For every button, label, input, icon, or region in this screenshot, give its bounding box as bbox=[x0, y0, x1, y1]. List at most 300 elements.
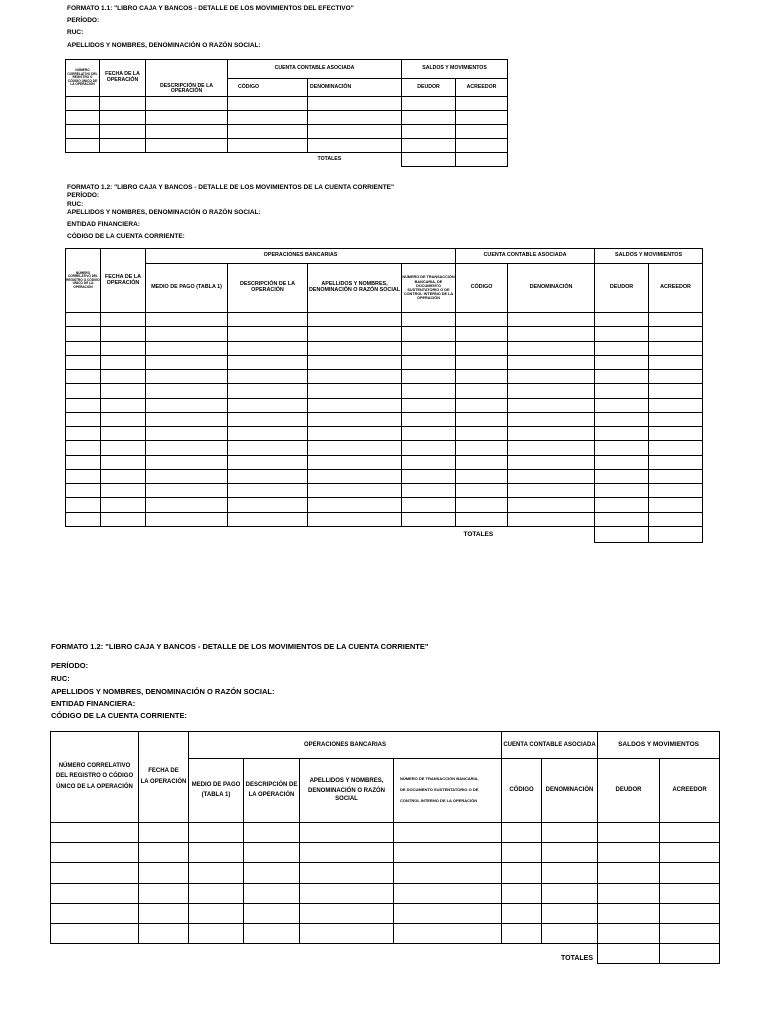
table-cell bbox=[502, 823, 542, 843]
table-row bbox=[66, 370, 703, 384]
table-cell bbox=[146, 370, 228, 384]
table-cell bbox=[394, 843, 502, 863]
table-cell bbox=[101, 484, 146, 498]
table-cell bbox=[66, 484, 101, 498]
formato2-col-denominacion: DENOMINACIÓN bbox=[508, 264, 595, 313]
formato2-group-operaciones: OPERACIONES BANCARIAS bbox=[146, 249, 456, 264]
formato2-table bbox=[65, 248, 703, 543]
formato2-ruc-label: RUC: bbox=[67, 201, 84, 208]
formato3-group-saldos: SALDOS Y MOVIMIENTOS bbox=[598, 732, 720, 759]
table-cell bbox=[394, 903, 502, 923]
table-cell bbox=[51, 823, 139, 843]
table-cell bbox=[244, 863, 300, 883]
table-cell bbox=[146, 427, 228, 441]
table-cell bbox=[101, 455, 146, 469]
table-cell bbox=[66, 125, 100, 139]
table-cell bbox=[228, 484, 308, 498]
table-cell bbox=[66, 469, 101, 483]
table-cell bbox=[502, 883, 542, 903]
table-cell bbox=[300, 903, 394, 923]
formato1-ruc-label: RUC: bbox=[67, 29, 84, 36]
table-cell bbox=[649, 441, 703, 455]
table-cell bbox=[649, 313, 703, 327]
formato3-total-acreedor bbox=[660, 944, 720, 964]
table-cell bbox=[595, 370, 649, 384]
table-cell bbox=[595, 469, 649, 483]
table-cell bbox=[502, 863, 542, 883]
table-cell bbox=[649, 498, 703, 512]
table-cell bbox=[402, 455, 456, 469]
table-cell bbox=[100, 111, 146, 125]
table-cell bbox=[100, 97, 146, 111]
table-cell bbox=[456, 441, 508, 455]
table-cell bbox=[402, 313, 456, 327]
formato2-col-acreedor: ACREEDOR bbox=[649, 264, 703, 313]
table-cell bbox=[595, 455, 649, 469]
table-cell bbox=[402, 355, 456, 369]
table-cell bbox=[508, 398, 595, 412]
formato3-col-medio bbox=[189, 759, 244, 823]
table-row bbox=[51, 883, 720, 903]
table-cell bbox=[402, 97, 456, 111]
table-cell bbox=[139, 903, 189, 923]
table-row bbox=[51, 923, 720, 943]
table-cell bbox=[308, 327, 402, 341]
table-cell bbox=[598, 923, 660, 943]
table-cell bbox=[660, 903, 720, 923]
table-cell bbox=[66, 498, 101, 512]
table-cell bbox=[101, 512, 146, 526]
table-cell bbox=[508, 313, 595, 327]
table-row bbox=[66, 512, 703, 526]
table-cell bbox=[228, 441, 308, 455]
table-cell bbox=[146, 111, 228, 125]
table-cell bbox=[101, 398, 146, 412]
table-cell bbox=[146, 341, 228, 355]
table-cell bbox=[308, 139, 402, 153]
table-cell bbox=[402, 498, 456, 512]
table-cell bbox=[228, 370, 308, 384]
formato3-col-deudor: DEUDOR bbox=[598, 759, 660, 823]
table-cell bbox=[308, 125, 402, 139]
table-cell bbox=[402, 370, 456, 384]
formato3-col-transaccion-line3: CONTROL INTERNO DE LA OPERACIÓN bbox=[400, 797, 478, 803]
table-cell bbox=[146, 441, 228, 455]
formato3-col-fecha-line1: FECHA DE bbox=[148, 768, 179, 775]
table-cell bbox=[146, 412, 228, 426]
formato3-col-fecha-line2: LA OPERACIÓN bbox=[140, 778, 187, 785]
table-row bbox=[51, 903, 720, 923]
table-row bbox=[66, 355, 703, 369]
table-cell bbox=[308, 484, 402, 498]
table-cell bbox=[456, 412, 508, 426]
table-cell bbox=[66, 341, 101, 355]
table-row bbox=[66, 498, 703, 512]
table-cell bbox=[595, 341, 649, 355]
formato1-group-saldos: SALDOS Y MOVIMIENTOS bbox=[402, 60, 508, 79]
formato1-total-acreedor bbox=[456, 153, 508, 167]
formato3-col-medio-line2: (TABLA 1) bbox=[201, 792, 231, 798]
formato2-title: FORMATO 1.2: "LIBRO CAJA Y BANCOS - DETALLE DE LOS MOVIMIENTOS DE LA CUENTA CORRIENTE" bbox=[67, 184, 395, 191]
table-cell bbox=[189, 903, 244, 923]
table-cell bbox=[598, 883, 660, 903]
table-cell bbox=[66, 355, 101, 369]
table-cell bbox=[456, 455, 508, 469]
table-cell bbox=[66, 441, 101, 455]
table-cell bbox=[595, 384, 649, 398]
table-cell bbox=[508, 355, 595, 369]
table-cell bbox=[402, 398, 456, 412]
table-cell bbox=[101, 498, 146, 512]
table-row bbox=[66, 427, 703, 441]
table-cell bbox=[51, 863, 139, 883]
formato2-col-medio: MEDIO DE PAGO (TABLA 1) bbox=[146, 264, 228, 313]
table-cell bbox=[308, 313, 402, 327]
table-cell bbox=[649, 412, 703, 426]
table-cell bbox=[456, 327, 508, 341]
formato2-group-saldos: SALDOS Y MOVIMIENTOS bbox=[595, 249, 703, 264]
table-cell bbox=[542, 863, 598, 883]
table-cell bbox=[456, 427, 508, 441]
table-cell bbox=[456, 469, 508, 483]
table-cell bbox=[402, 327, 456, 341]
table-cell bbox=[228, 341, 308, 355]
table-cell bbox=[308, 498, 402, 512]
table-cell bbox=[228, 111, 308, 125]
table-cell bbox=[101, 313, 146, 327]
formato3-col-fecha bbox=[139, 732, 189, 823]
formato2-codigo-cuenta-label: CÓDIGO DE LA CUENTA CORRIENTE: bbox=[67, 233, 185, 240]
table-cell bbox=[456, 398, 508, 412]
formato2-col-fecha: FECHA DE LA OPERACIÓN bbox=[101, 249, 146, 313]
table-cell bbox=[308, 355, 402, 369]
formato2-col-apellidos: APELLIDOS Y NOMBRES, DENOMINACIÓN O RAZÓN SOCIAL bbox=[308, 264, 402, 313]
formato3-col-apellidos-line2: DENOMINACIÓN O RAZÓN SOCIAL bbox=[308, 788, 385, 802]
table-row bbox=[66, 455, 703, 469]
table-cell bbox=[146, 498, 228, 512]
formato2-periodo-label: PERÍODO: bbox=[67, 192, 100, 199]
table-cell bbox=[101, 355, 146, 369]
table-cell bbox=[649, 455, 703, 469]
formato3-col-apellidos-line1: APELLIDOS Y NOMBRES, bbox=[309, 778, 384, 785]
table-cell bbox=[228, 97, 308, 111]
table-row bbox=[66, 327, 703, 341]
table-cell bbox=[228, 313, 308, 327]
formato2-entidad-label: ENTIDAD FINANCIERA: bbox=[67, 221, 140, 228]
formato1-total-deudor bbox=[402, 153, 456, 167]
table-cell bbox=[595, 512, 649, 526]
table-cell bbox=[542, 903, 598, 923]
table-cell bbox=[649, 484, 703, 498]
table-cell bbox=[66, 427, 101, 441]
table-cell bbox=[456, 341, 508, 355]
table-cell bbox=[542, 823, 598, 843]
table-cell bbox=[66, 455, 101, 469]
formato1-col-descripcion: DESCRIPCIÓN DE LA OPERACIÓN bbox=[146, 60, 228, 97]
formato2-body bbox=[66, 313, 703, 527]
formato3-body bbox=[51, 823, 720, 944]
table-cell bbox=[508, 427, 595, 441]
formato1-col-fecha: FECHA DE LA OPERACIÓN bbox=[100, 60, 146, 97]
table-cell bbox=[228, 139, 308, 153]
formato3-periodo-label: PERÍODO: bbox=[51, 661, 89, 670]
table-cell bbox=[402, 139, 456, 153]
table-cell bbox=[101, 384, 146, 398]
table-cell bbox=[51, 903, 139, 923]
table-cell bbox=[101, 441, 146, 455]
table-cell bbox=[508, 455, 595, 469]
table-cell bbox=[66, 97, 100, 111]
table-row bbox=[66, 484, 703, 498]
formato3-group-operaciones: OPERACIONES BANCARIAS bbox=[189, 732, 502, 759]
table-cell bbox=[300, 863, 394, 883]
table-cell bbox=[456, 484, 508, 498]
table-cell bbox=[228, 125, 308, 139]
formato1-col-deudor: DEUDOR bbox=[402, 79, 456, 97]
table-cell bbox=[300, 923, 394, 943]
table-cell bbox=[508, 498, 595, 512]
table-cell bbox=[101, 341, 146, 355]
table-cell bbox=[394, 923, 502, 943]
formato1-apellidos-label: APELLIDOS Y NOMBRES, DENOMINACIÓN O RAZÓN SOCIAL: bbox=[67, 42, 261, 49]
formato3-col-descripcion-line2: LA OPERACIÓN bbox=[248, 792, 295, 798]
formato3-table bbox=[50, 731, 720, 964]
formato2-totales-label: TOTALES bbox=[463, 531, 494, 539]
table-cell bbox=[146, 139, 228, 153]
formato3-totales-label: TOTALES bbox=[560, 954, 594, 962]
table-cell bbox=[66, 139, 100, 153]
table-cell bbox=[139, 863, 189, 883]
table-cell bbox=[542, 923, 598, 943]
table-cell bbox=[456, 384, 508, 398]
table-cell bbox=[244, 883, 300, 903]
table-cell bbox=[660, 843, 720, 863]
formato3-col-acreedor: ACREEDOR bbox=[660, 759, 720, 823]
formato3-col-apellidos bbox=[300, 759, 394, 823]
table-cell bbox=[595, 441, 649, 455]
formato1-col-codigo: CÓDIGO bbox=[228, 79, 308, 97]
formato3-col-transaccion-line2: DE DOCUMENTO SUSTENTATORIO O DE bbox=[400, 787, 479, 793]
table-cell bbox=[100, 139, 146, 153]
table-cell bbox=[508, 484, 595, 498]
table-cell bbox=[502, 843, 542, 863]
table-row bbox=[66, 412, 703, 426]
table-cell bbox=[308, 512, 402, 526]
table-row bbox=[66, 469, 703, 483]
table-cell bbox=[595, 355, 649, 369]
formato1-group-cuenta: CUENTA CONTABLE ASOCIADA bbox=[228, 60, 402, 79]
table-cell bbox=[508, 370, 595, 384]
table-row bbox=[66, 384, 703, 398]
table-cell bbox=[228, 427, 308, 441]
table-cell bbox=[456, 111, 508, 125]
table-cell bbox=[308, 384, 402, 398]
table-cell bbox=[394, 863, 502, 883]
table-cell bbox=[595, 427, 649, 441]
table-cell bbox=[51, 843, 139, 863]
table-cell bbox=[502, 903, 542, 923]
table-cell bbox=[189, 823, 244, 843]
table-cell bbox=[508, 341, 595, 355]
table-cell bbox=[146, 384, 228, 398]
table-cell bbox=[228, 469, 308, 483]
table-cell bbox=[300, 843, 394, 863]
table-cell bbox=[66, 412, 101, 426]
formato3-col-transaccion-line1: NÚMERO DE TRANSACCIÓN BANCARIA, bbox=[400, 776, 479, 782]
table-cell bbox=[66, 398, 101, 412]
formato3-total-deudor bbox=[598, 944, 660, 964]
formato1-title: FORMATO 1.1: "LIBRO CAJA Y BANCOS - DETALLE DE LOS MOVIMIENTOS DEL EFECTIVO" bbox=[67, 5, 354, 12]
table-row bbox=[66, 441, 703, 455]
table-cell bbox=[146, 512, 228, 526]
table-cell bbox=[244, 843, 300, 863]
table-cell bbox=[394, 883, 502, 903]
table-row bbox=[66, 341, 703, 355]
table-cell bbox=[542, 843, 598, 863]
table-cell bbox=[508, 384, 595, 398]
table-cell bbox=[308, 469, 402, 483]
table-cell bbox=[101, 370, 146, 384]
table-cell bbox=[189, 843, 244, 863]
table-cell bbox=[402, 427, 456, 441]
formato2-total-acreedor bbox=[649, 526, 703, 542]
table-cell bbox=[51, 883, 139, 903]
table-cell bbox=[139, 843, 189, 863]
formato2-col-deudor: DEUDOR bbox=[595, 264, 649, 313]
table-cell bbox=[402, 469, 456, 483]
table-row bbox=[51, 863, 720, 883]
table-cell bbox=[402, 341, 456, 355]
formato1-table bbox=[65, 59, 508, 167]
table-row bbox=[51, 843, 720, 863]
table-cell bbox=[146, 97, 228, 111]
table-cell bbox=[595, 498, 649, 512]
table-cell bbox=[308, 97, 402, 111]
table-cell bbox=[595, 412, 649, 426]
table-cell bbox=[402, 384, 456, 398]
table-cell bbox=[244, 903, 300, 923]
table-cell bbox=[308, 455, 402, 469]
formato1-periodo-label: PERÍODO: bbox=[67, 17, 100, 24]
formato2-col-codigo: CÓDIGO bbox=[456, 264, 508, 313]
table-cell bbox=[228, 498, 308, 512]
table-cell bbox=[402, 512, 456, 526]
table-cell bbox=[51, 923, 139, 943]
table-cell bbox=[146, 327, 228, 341]
table-row bbox=[66, 125, 508, 139]
table-cell bbox=[300, 883, 394, 903]
table-cell bbox=[300, 823, 394, 843]
formato3-col-numero bbox=[51, 732, 139, 823]
table-cell bbox=[139, 883, 189, 903]
table-cell bbox=[595, 327, 649, 341]
table-cell bbox=[456, 498, 508, 512]
table-cell bbox=[402, 125, 456, 139]
table-cell bbox=[598, 843, 660, 863]
table-cell bbox=[598, 863, 660, 883]
table-cell bbox=[402, 412, 456, 426]
formato2-apellidos-label: APELLIDOS Y NOMBRES, DENOMINACIÓN O RAZÓN SOCIAL: bbox=[67, 209, 261, 216]
table-cell bbox=[146, 313, 228, 327]
table-cell bbox=[66, 327, 101, 341]
formato1-body bbox=[66, 97, 508, 153]
table-cell bbox=[146, 469, 228, 483]
table-cell bbox=[308, 412, 402, 426]
table-cell bbox=[456, 125, 508, 139]
table-cell bbox=[394, 823, 502, 843]
formato3-col-medio-line1: MEDIO DE PAGO bbox=[191, 781, 241, 788]
table-row bbox=[51, 823, 720, 843]
table-cell bbox=[139, 823, 189, 843]
table-cell bbox=[508, 412, 595, 426]
table-cell bbox=[508, 512, 595, 526]
formato1-col-acreedor: ACREEDOR bbox=[456, 79, 508, 97]
table-cell bbox=[456, 370, 508, 384]
table-cell bbox=[228, 384, 308, 398]
table-row bbox=[66, 398, 703, 412]
table-cell bbox=[595, 313, 649, 327]
table-cell bbox=[649, 341, 703, 355]
table-cell bbox=[598, 903, 660, 923]
table-cell bbox=[66, 111, 100, 125]
table-row bbox=[66, 139, 508, 153]
table-cell bbox=[649, 512, 703, 526]
formato3-group-cuenta: CUENTA CONTABLE ASOCIADA bbox=[502, 732, 598, 759]
table-cell bbox=[502, 923, 542, 943]
table-cell bbox=[402, 111, 456, 125]
table-cell bbox=[66, 370, 101, 384]
table-cell bbox=[595, 398, 649, 412]
table-cell bbox=[66, 512, 101, 526]
table-row bbox=[66, 97, 508, 111]
formato3-col-codigo: CÓDIGO bbox=[502, 759, 542, 823]
table-cell bbox=[228, 412, 308, 426]
formato1-col-denominacion: DENOMINACIÓN bbox=[308, 79, 402, 97]
formato1-col-numero: NÚMERO CORRELATIVO DEL REGISTRO O CÓDIGO ÚNICO DE LA OPERACIÓN bbox=[66, 60, 100, 97]
table-cell bbox=[189, 883, 244, 903]
formato3-col-denominacion: DENOMINACIÓN bbox=[542, 759, 598, 823]
table-cell bbox=[649, 398, 703, 412]
formato3-ruc-label: RUC: bbox=[51, 674, 70, 683]
table-cell bbox=[308, 427, 402, 441]
table-cell bbox=[66, 313, 101, 327]
table-cell bbox=[308, 441, 402, 455]
formato1-totales-label: TOTALES bbox=[317, 155, 342, 162]
table-cell bbox=[649, 327, 703, 341]
table-cell bbox=[244, 923, 300, 943]
table-cell bbox=[228, 327, 308, 341]
table-cell bbox=[100, 125, 146, 139]
table-cell bbox=[244, 823, 300, 843]
table-cell bbox=[649, 370, 703, 384]
table-cell bbox=[66, 384, 101, 398]
table-cell bbox=[598, 823, 660, 843]
table-cell bbox=[595, 484, 649, 498]
table-cell bbox=[139, 923, 189, 943]
table-cell bbox=[308, 398, 402, 412]
table-cell bbox=[146, 455, 228, 469]
table-cell bbox=[101, 327, 146, 341]
formato2-total-deudor bbox=[595, 526, 649, 542]
formato3-col-numero-line1: NÚMERO CORRELATIVO bbox=[58, 763, 131, 770]
formato2-col-descripcion: DESCRIPCIÓN DE LA OPERACIÓN bbox=[228, 264, 308, 313]
table-cell bbox=[308, 341, 402, 355]
formato3-apellidos-label: APELLIDOS Y NOMBRES, DENOMINACIÓN O RAZÓN SOCIAL: bbox=[51, 687, 275, 696]
table-cell bbox=[660, 923, 720, 943]
table-cell bbox=[402, 484, 456, 498]
table-cell bbox=[228, 355, 308, 369]
table-cell bbox=[508, 441, 595, 455]
